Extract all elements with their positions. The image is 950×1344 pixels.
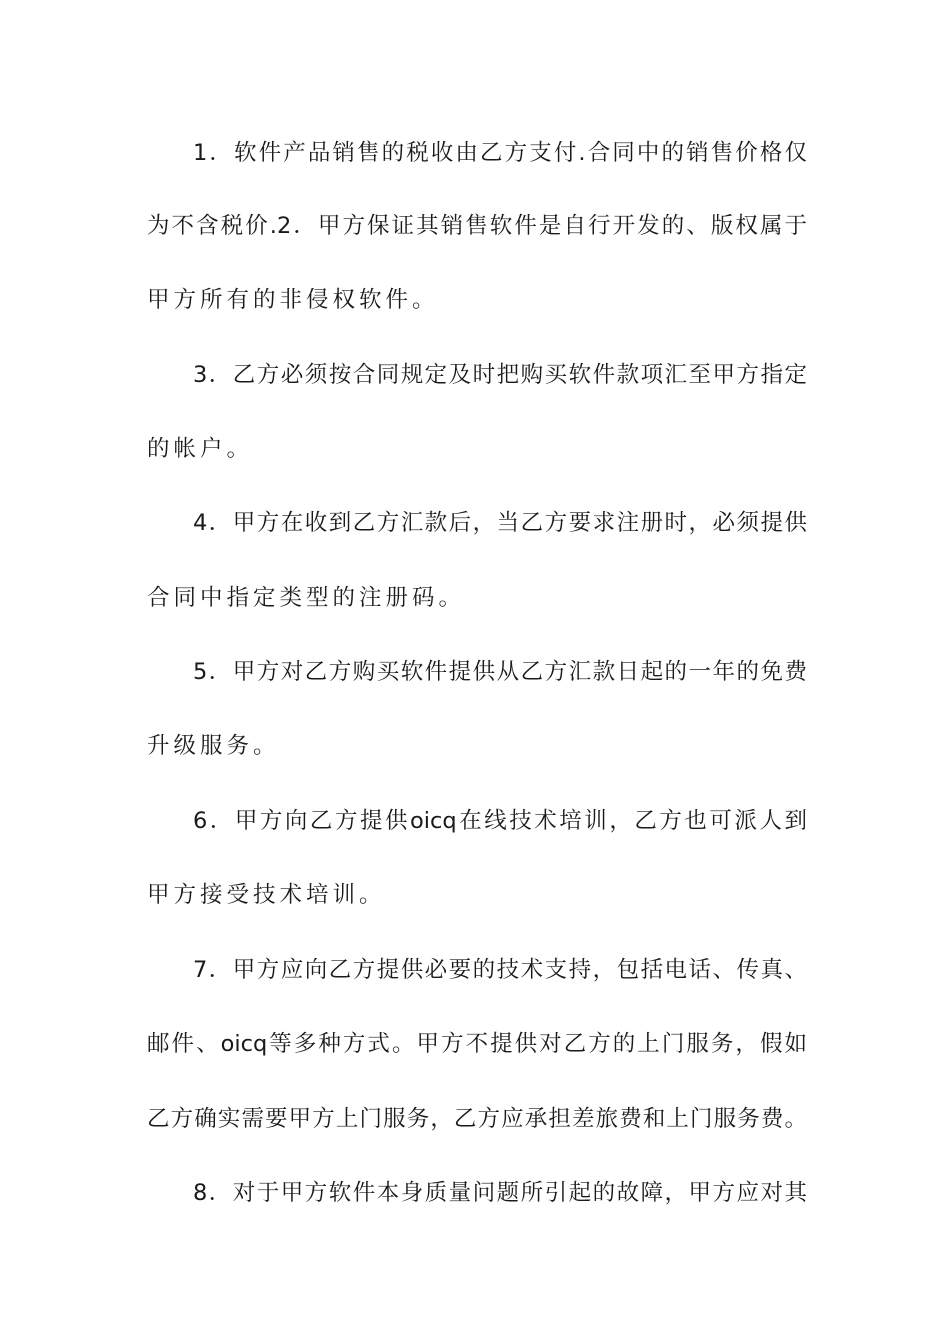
paragraph-3-line-1: 3．乙方必须按合同规定及时把购买软件款项汇至甲方指定 — [193, 362, 807, 388]
paragraph-1-line-1: 1．软件产品销售的税收由乙方支付.合同中的销售价格仅 — [193, 140, 807, 166]
paragraph-6-line-2: 甲方接受技术培训。 — [147, 882, 386, 908]
paragraph-5-line-1: 5．甲方对乙方购买软件提供从乙方汇款日起的一年的免费 — [193, 659, 807, 685]
paragraph-1-line-2: 为不含税价.2．甲方保证其销售软件是自行开发的、版权属于 — [147, 213, 807, 239]
paragraph-4-line-1: 4．甲方在收到乙方汇款后，当乙方要求注册时，必须提供 — [193, 510, 807, 536]
paragraph-7-line-1: 7．甲方应向乙方提供必要的技术支持，包括电话、传真、 — [193, 957, 807, 983]
paragraph-3-line-2: 的帐户。 — [147, 436, 254, 462]
paragraph-7-line-2: 邮件、oicq等多种方式。甲方不提供对乙方的上门服务，假如 — [147, 1031, 807, 1057]
paragraph-4-line-2: 合同中指定类型的注册码。 — [147, 585, 466, 611]
paragraph-7-line-3: 乙方确实需要甲方上门服务，乙方应承担差旅费和上门服务费。 — [147, 1106, 807, 1132]
paragraph-8-line-1: 8．对于甲方软件本身质量问题所引起的故障，甲方应对其 — [193, 1180, 807, 1206]
paragraph-5-line-2: 升级服务。 — [147, 733, 280, 759]
paragraph-1-line-3: 甲方所有的非侵权软件。 — [147, 287, 439, 313]
paragraph-6-line-1: 6．甲方向乙方提供oicq在线技术培训，乙方也可派人到 — [193, 808, 807, 834]
